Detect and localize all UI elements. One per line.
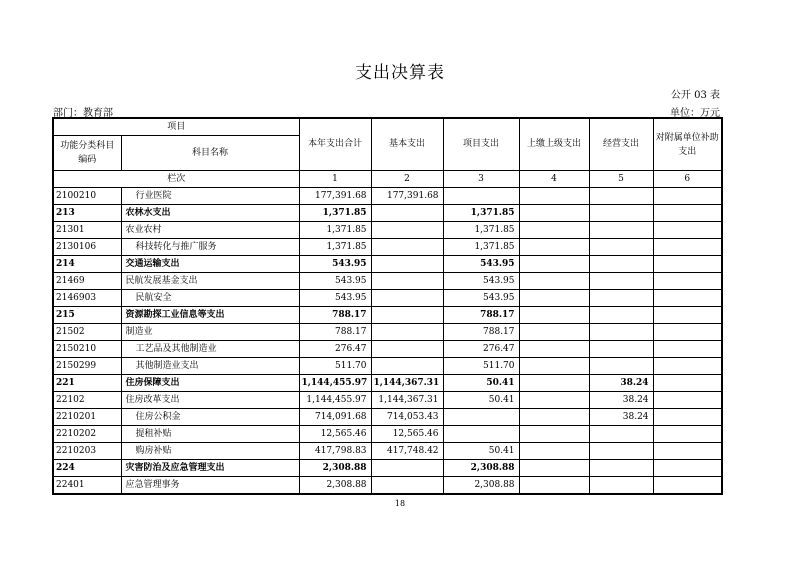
cell-basic: [371, 205, 443, 222]
cell-basic: 177,391.68: [371, 188, 443, 205]
header-basic: 基本支出: [371, 118, 443, 171]
cell-operating: [589, 426, 653, 443]
cell-project: 50.41: [443, 375, 519, 392]
cell-operating: [589, 222, 653, 239]
cell-total: 543.95: [299, 290, 371, 307]
header-operating: 经营支出: [589, 118, 653, 171]
cell-name: 应急管理事务: [121, 477, 299, 495]
table-row: [53, 290, 722, 307]
cell-upper: [519, 341, 589, 358]
table-row: [53, 273, 722, 290]
page-title: 支出决算表: [355, 63, 445, 83]
cell-operating: [589, 188, 653, 205]
cell-subsidy: [653, 256, 722, 273]
cell-upper: [519, 392, 589, 409]
cell-total: 276.47: [299, 341, 371, 358]
table-row: [53, 409, 722, 426]
cell-operating: 38.24: [589, 375, 653, 392]
cell-code: 21469: [53, 273, 121, 290]
cell-basic: [371, 307, 443, 324]
cell-operating: [589, 358, 653, 375]
cell-project: 1,371.85: [443, 239, 519, 256]
cell-upper: [519, 239, 589, 256]
cell-basic: 12,565.46: [371, 426, 443, 443]
cell-name: 交通运输支出: [121, 256, 299, 273]
table-row: [53, 341, 722, 358]
cell-operating: [589, 290, 653, 307]
cell-project: 50.41: [443, 392, 519, 409]
cell-operating: 38.24: [589, 409, 653, 426]
cell-upper: [519, 324, 589, 341]
cell-subsidy: [653, 409, 722, 426]
cell-subsidy: [653, 188, 722, 205]
cell-project: 788.17: [443, 307, 519, 324]
cell-basic: 714,053.43: [371, 409, 443, 426]
cell-upper: [519, 443, 589, 460]
cell-name: 其他制造业支出: [121, 358, 299, 375]
cell-name: 民航发展基金支出: [121, 273, 299, 290]
cell-upper: [519, 222, 589, 239]
cell-code: 221: [53, 375, 121, 392]
cell-project: 276.47: [443, 341, 519, 358]
cell-basic: [371, 222, 443, 239]
table-row: [53, 358, 722, 375]
cell-subsidy: [653, 358, 722, 375]
cell-total: 2,308.88: [299, 460, 371, 477]
cell-subsidy: [653, 392, 722, 409]
cell-upper: [519, 307, 589, 324]
cell-operating: [589, 477, 653, 495]
cell-operating: [589, 341, 653, 358]
cell-total: 543.95: [299, 273, 371, 290]
cell-name: 灾害防治及应急管理支出: [121, 460, 299, 477]
cell-subsidy: [653, 239, 722, 256]
cell-basic: [371, 273, 443, 290]
table-row: [53, 188, 722, 205]
cell-subsidy: [653, 341, 722, 358]
table-row: [53, 222, 722, 239]
cell-basic: [371, 341, 443, 358]
cell-upper: [519, 460, 589, 477]
header-project: 项目: [53, 118, 299, 136]
cell-project: 1,371.85: [443, 222, 519, 239]
cell-subsidy: [653, 307, 722, 324]
cell-operating: [589, 460, 653, 477]
cell-basic: 1,144,367.31: [371, 392, 443, 409]
unit-label: 单位：万元: [670, 108, 720, 119]
cell-project: 511.70: [443, 358, 519, 375]
header-col-num: 1: [299, 171, 371, 188]
cell-code: 2146903: [53, 290, 121, 307]
cell-code: 213: [53, 205, 121, 222]
cell-basic: [371, 239, 443, 256]
table-row: [53, 205, 722, 222]
cell-name: 民航安全: [121, 290, 299, 307]
cell-total: 788.17: [299, 307, 371, 324]
table-row: [53, 443, 722, 460]
cell-upper: [519, 426, 589, 443]
cell-code: 224: [53, 460, 121, 477]
cell-code: 214: [53, 256, 121, 273]
cell-code: 22401: [53, 477, 121, 495]
cell-name: 住房改革支出: [121, 392, 299, 409]
cell-total: 177,391.68: [299, 188, 371, 205]
cell-project: 543.95: [443, 256, 519, 273]
header-row-label: 栏次: [53, 171, 299, 188]
cell-code: 2210201: [53, 409, 121, 426]
table-row: [53, 460, 722, 477]
cell-total: 788.17: [299, 324, 371, 341]
cell-code: 21502: [53, 324, 121, 341]
cell-total: 543.95: [299, 256, 371, 273]
table-row: [53, 239, 722, 256]
cell-basic: [371, 290, 443, 307]
cell-project: 788.17: [443, 324, 519, 341]
cell-basic: [371, 358, 443, 375]
form-number: 公开 03 表: [670, 90, 720, 101]
header-code: 功能分类科目编码: [53, 136, 121, 171]
cell-name: 农业农村: [121, 222, 299, 239]
cell-upper: [519, 409, 589, 426]
cell-name: 住房公积金: [121, 409, 299, 426]
cell-basic: [371, 477, 443, 495]
header-col-num: 5: [589, 171, 653, 188]
header-col-num: 6: [653, 171, 722, 188]
cell-total: 714,091.68: [299, 409, 371, 426]
cell-project: 543.95: [443, 273, 519, 290]
cell-upper: [519, 375, 589, 392]
cell-subsidy: [653, 222, 722, 239]
table-row: [53, 477, 722, 495]
cell-name: 购房补贴: [121, 443, 299, 460]
cell-code: 22102: [53, 392, 121, 409]
cell-operating: [589, 239, 653, 256]
cell-name: 工艺品及其他制造业: [121, 341, 299, 358]
cell-subsidy: [653, 460, 722, 477]
cell-upper: [519, 205, 589, 222]
cell-name: 科技转化与推广服务: [121, 239, 299, 256]
cell-upper: [519, 188, 589, 205]
table-row: [53, 426, 722, 443]
cell-code: 215: [53, 307, 121, 324]
cell-subsidy: [653, 477, 722, 495]
table-row: [53, 256, 722, 273]
cell-total: 1,144,455.97: [299, 392, 371, 409]
cell-project: 2,308.88: [443, 460, 519, 477]
table-row: [53, 375, 722, 392]
table-row: [53, 392, 722, 409]
cell-total: 417,798.83: [299, 443, 371, 460]
cell-operating: [589, 443, 653, 460]
cell-total: 1,371.85: [299, 222, 371, 239]
cell-code: 2100210: [53, 188, 121, 205]
cell-subsidy: [653, 290, 722, 307]
expenditure-table: [52, 117, 723, 495]
cell-total: 1,371.85: [299, 239, 371, 256]
cell-name: 制造业: [121, 324, 299, 341]
cell-operating: [589, 324, 653, 341]
cell-project: [443, 188, 519, 205]
header-col-num: 3: [443, 171, 519, 188]
cell-basic: 417,748.42: [371, 443, 443, 460]
cell-upper: [519, 290, 589, 307]
cell-project: [443, 409, 519, 426]
department-label: 部门：教育部: [53, 108, 113, 119]
header-col-num: 2: [371, 171, 443, 188]
table-row: [53, 324, 722, 341]
cell-operating: [589, 273, 653, 290]
cell-upper: [519, 477, 589, 495]
cell-total: 1,371.85: [299, 205, 371, 222]
header-subsidy: 对附属单位补助支出: [653, 118, 722, 171]
cell-total: 2,308.88: [299, 477, 371, 495]
cell-name: 住房保障支出: [121, 375, 299, 392]
cell-total: 511.70: [299, 358, 371, 375]
cell-project: [443, 426, 519, 443]
page-number: 18: [394, 499, 406, 508]
cell-upper: [519, 273, 589, 290]
cell-total: 1,144,455.97: [299, 375, 371, 392]
cell-name: 资源勘探工业信息等支出: [121, 307, 299, 324]
cell-basic: [371, 460, 443, 477]
cell-project: 2,308.88: [443, 477, 519, 495]
header-name: 科目名称: [121, 136, 299, 171]
cell-code: 2150299: [53, 358, 121, 375]
cell-total: 12,565.46: [299, 426, 371, 443]
table-row: [53, 307, 722, 324]
header-col-num: 4: [519, 171, 589, 188]
cell-operating: 38.24: [589, 392, 653, 409]
cell-subsidy: [653, 324, 722, 341]
header-total: 本年支出合计: [299, 118, 371, 171]
cell-project: 543.95: [443, 290, 519, 307]
cell-upper: [519, 256, 589, 273]
cell-subsidy: [653, 273, 722, 290]
cell-operating: [589, 205, 653, 222]
cell-code: 2150210: [53, 341, 121, 358]
cell-name: 行业医院: [121, 188, 299, 205]
cell-name: 提租补贴: [121, 426, 299, 443]
cell-basic: 1,144,367.31: [371, 375, 443, 392]
cell-basic: [371, 256, 443, 273]
cell-subsidy: [653, 375, 722, 392]
cell-operating: [589, 307, 653, 324]
cell-code: 2210202: [53, 426, 121, 443]
cell-subsidy: [653, 205, 722, 222]
cell-name: 农林水支出: [121, 205, 299, 222]
cell-code: 2210203: [53, 443, 121, 460]
cell-code: 2130106: [53, 239, 121, 256]
cell-subsidy: [653, 443, 722, 460]
cell-project: 1,371.85: [443, 205, 519, 222]
cell-upper: [519, 358, 589, 375]
cell-operating: [589, 256, 653, 273]
header-upper: 上缴上级支出: [519, 118, 589, 171]
cell-project: 50.41: [443, 443, 519, 460]
cell-subsidy: [653, 426, 722, 443]
cell-code: 21301: [53, 222, 121, 239]
header-project-expenditure: 项目支出: [443, 118, 519, 171]
cell-basic: [371, 324, 443, 341]
